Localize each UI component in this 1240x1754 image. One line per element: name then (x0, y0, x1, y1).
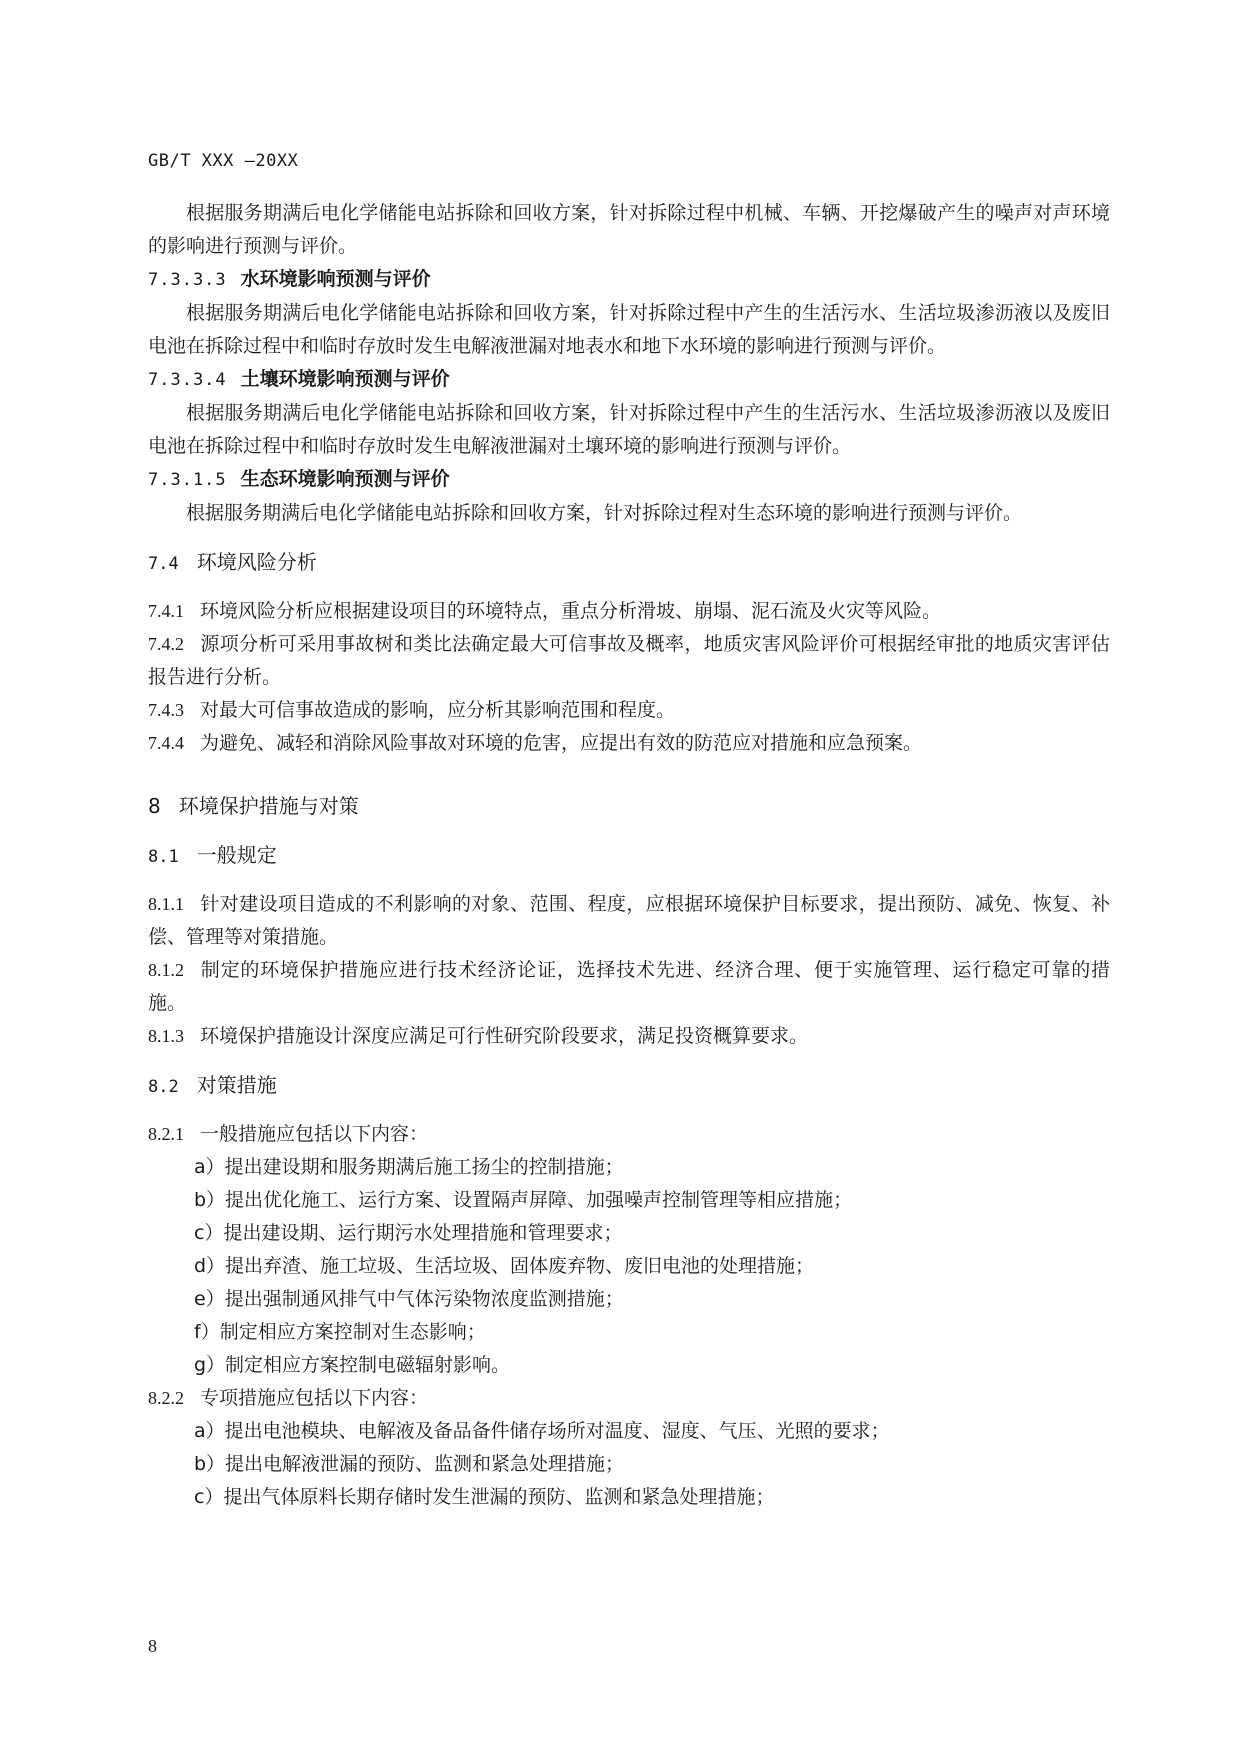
heading-number: 7.3.3.4 (148, 370, 227, 390)
heading-title: 生态环境影响预测与评价 (240, 468, 450, 490)
list-item: f）制定相应方案控制对生态影响； (194, 1321, 486, 1343)
list-item: c）提出建设期、运行期污水处理措施和管理要求； (194, 1222, 623, 1244)
clause-text: 制定的环境保护措施应进行技术经济论证，选择技术先进、经济合理、便于实施管理、运行稳定可靠的措施。 (148, 959, 1110, 1014)
list-item: g）制定相应方案控制电磁辐射影响。 (194, 1354, 511, 1376)
clause-number: 8.2.1 (148, 1124, 184, 1144)
clause-number: 8.1.1 (148, 894, 184, 914)
heading-title: 环境保护措施与对策 (178, 794, 359, 818)
clause-number: 8.2.2 (148, 1388, 184, 1408)
clause-number: 7.4.1 (148, 601, 184, 621)
clause-8-2-1 (148, 1118, 1110, 1151)
heading-7-3-3-3 (148, 263, 1110, 297)
heading-number: 8 (148, 794, 161, 818)
clause-number: 7.4.4 (148, 733, 184, 753)
list-item: b）提出优化施工、运行方案、设置隔声屏障、加强噪声控制管理等相应措施； (194, 1189, 853, 1211)
document-body (148, 197, 1110, 1514)
clause-8-1-1 (148, 888, 1110, 954)
paragraph-water-impact: 根据服务期满后电化学储能电站拆除和回收方案，针对拆除过程中产生的生活污水、生活垃圾渗沥液以及废旧电池在拆除过程中和临时存放时发生电解液泄漏对地表水和地下水环境的影响进行预测与评价。 (148, 302, 1110, 357)
clause-text: 一般措施应包括以下内容： (200, 1123, 429, 1145)
paragraph-noise-impact: 根据服务期满后电化学储能电站拆除和回收方案，针对拆除过程中机械、车辆、开挖爆破产生的噪声对声环境的影响进行预测与评价。 (148, 202, 1110, 257)
clause-number: 7.4.2 (148, 634, 184, 654)
heading-title: 土壤环境影响预测与评价 (240, 368, 450, 390)
clause-8-1-3 (148, 1020, 1110, 1053)
paragraph-ecology-impact: 根据服务期满后电化学储能电站拆除和回收方案，针对拆除过程对生态环境的影响进行预测与评价。 (186, 502, 1023, 524)
heading-number: 8.1 (148, 847, 179, 867)
clause-8-1-2 (148, 954, 1110, 1020)
list-item: e）提出强制通风排气中气体污染物浓度监测措施； (194, 1288, 624, 1310)
heading-number: 7.3.3.3 (148, 270, 227, 290)
list-item: b）提出电解液泄漏的预防、监测和紧急处理措施； (194, 1453, 625, 1475)
heading-title: 水环境影响预测与评价 (240, 268, 431, 290)
list-item: a）提出建设期和服务期满后施工扬尘的控制措施； (194, 1156, 624, 1178)
heading-number: 8.2 (148, 1077, 179, 1097)
heading-8-1 (148, 839, 1110, 874)
paragraph-soil-impact: 根据服务期满后电化学储能电站拆除和回收方案，针对拆除过程中产生的生活污水、生活垃圾渗沥液以及废旧电池在拆除过程中和临时存放时发生电解液泄漏对土壤环境的影响进行预测与评价。 (148, 402, 1110, 457)
clause-text: 环境风险分析应根据建设项目的环境特点，重点分析滑坡、崩塌、泥石流及火灾等风险。 (200, 600, 942, 622)
heading-chapter-8 (148, 790, 1110, 823)
heading-7-4 (148, 546, 1110, 581)
clause-number: 7.4.3 (148, 700, 184, 720)
list-item: a）提出电池模块、电解液及备品备件储存场所对温度、湿度、气压、光照的要求； (194, 1420, 890, 1442)
clause-number: 8.1.3 (148, 1026, 184, 1046)
clause-text: 环境保护措施设计深度应满足可行性研究阶段要求，满足投资概算要求。 (200, 1025, 809, 1047)
heading-number: 7.3.1.5 (148, 470, 227, 490)
clause-7-4-2 (148, 628, 1110, 694)
heading-title: 对策措施 (196, 1073, 277, 1097)
list-item: c）提出气体原料长期存储时发生泄漏的预防、监测和紧急处理措施； (194, 1486, 775, 1508)
document-code: GB/T XXX —20XX (148, 151, 299, 171)
clause-number: 8.1.2 (148, 960, 184, 980)
clause-7-4-4 (148, 727, 1110, 760)
clause-text: 源项分析可采用事故树和类比法确定最大可信事故及概率，地质灾害风险评价可根据经审批的地质灾害评估报告进行分析。 (148, 633, 1110, 688)
clause-7-4-3 (148, 694, 1110, 727)
clause-text: 针对建设项目造成的不利影响的对象、范围、程度，应根据环境保护目标要求，提出预防、减免、恢复、补偿、管理等对策措施。 (148, 893, 1110, 948)
clause-text: 对最大可信事故造成的影响，应分析其影响范围和程度。 (200, 699, 676, 721)
clause-7-4-1 (148, 595, 1110, 628)
page-number: 8 (148, 1636, 157, 1656)
heading-7-3-3-4 (148, 363, 1110, 397)
heading-number: 7.4 (148, 554, 179, 574)
heading-8-2 (148, 1069, 1110, 1104)
heading-7-3-1-5 (148, 463, 1110, 497)
list-item: d）提出弃渣、施工垃圾、生活垃圾、固体废弃物、废旧电池的处理措施； (194, 1255, 815, 1277)
clause-text: 为避免、减轻和消除风险事故对环境的危害，应提出有效的防范应对措施和应急预案。 (200, 732, 923, 754)
heading-title: 环境风险分析 (196, 550, 317, 574)
heading-title: 一般规定 (196, 843, 277, 867)
clause-8-2-2 (148, 1382, 1110, 1415)
clause-text: 专项措施应包括以下内容： (200, 1387, 429, 1409)
